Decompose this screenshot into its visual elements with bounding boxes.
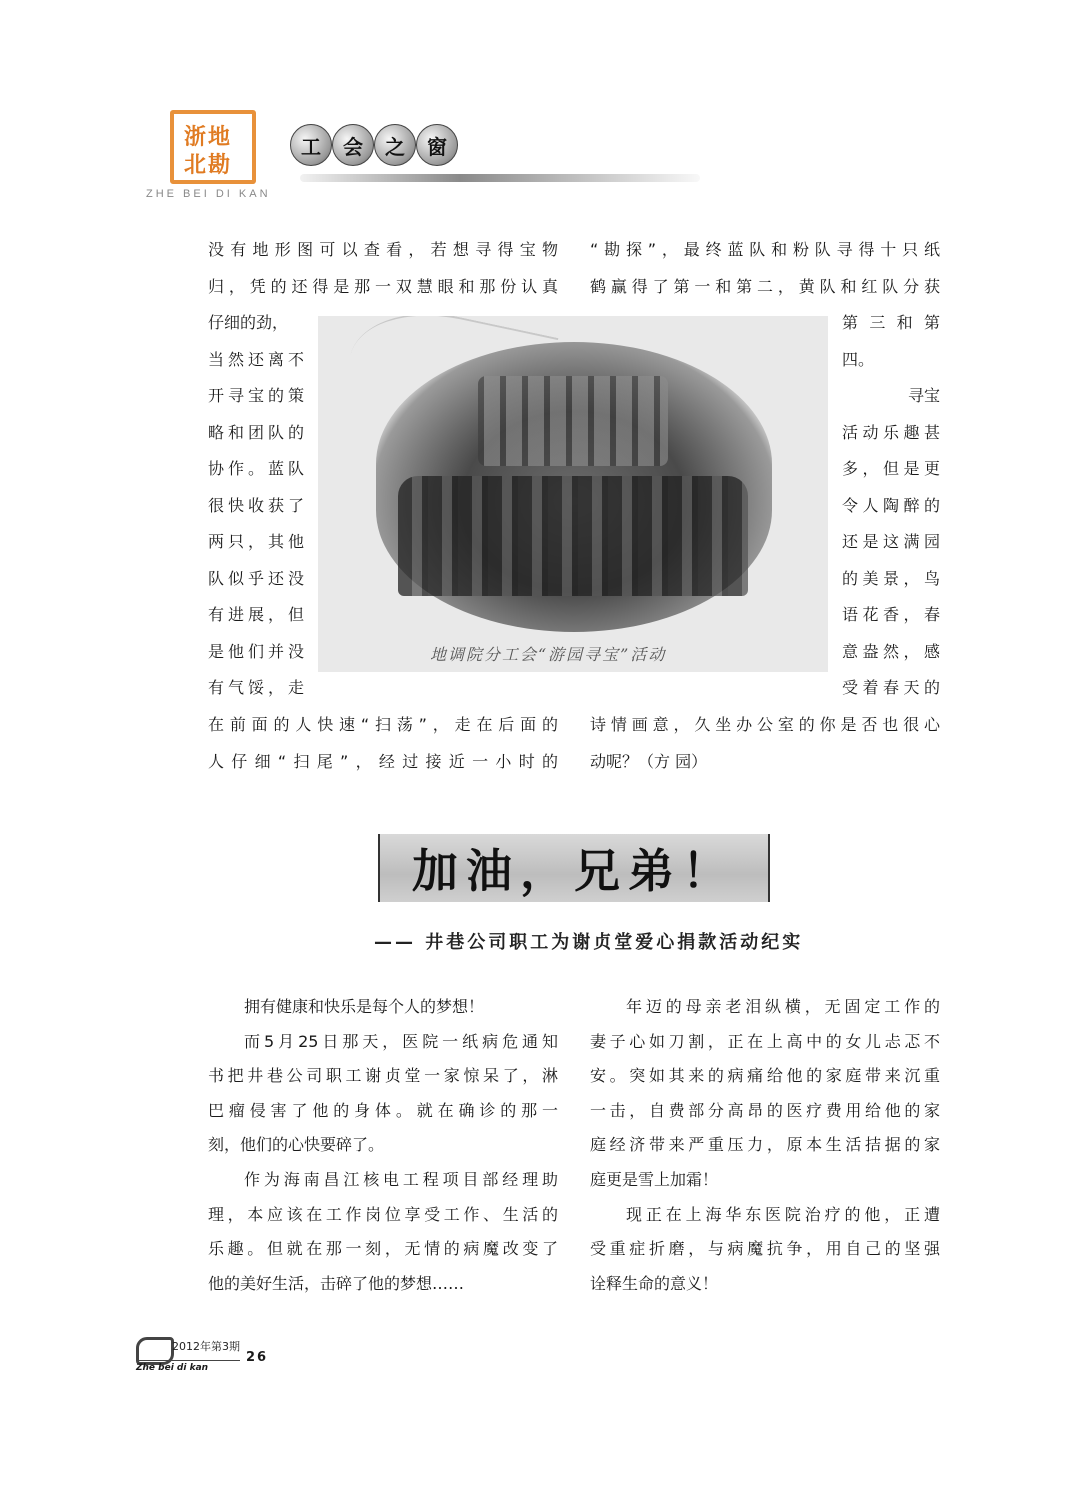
text-line: 仔细的劲， — [208, 313, 289, 332]
text-line: 妻子心如刀割，正在上高中的女儿忐忑不 — [590, 1031, 940, 1051]
text-line: 第三和第 — [842, 313, 940, 332]
logo-text-top: 浙地 — [184, 124, 233, 150]
section-char: 会 — [332, 124, 374, 166]
magazine-logo — [170, 110, 256, 184]
footer-english: Zhe bei di kan — [136, 1363, 209, 1373]
logo-text-bottom: 北勘 — [184, 152, 233, 178]
text-line: 而5月25日那天，医院一纸病危通知 — [244, 1031, 558, 1051]
text-line: 意盎然，感 — [842, 641, 940, 661]
text-line: 现正在上海华东医院治疗的他，正遭 — [626, 1204, 940, 1224]
section-title — [290, 124, 460, 166]
text-line: 队似乎还没 — [208, 568, 304, 588]
text-line: 诗情画意，久坐办公室的你是否也很心 — [590, 715, 940, 734]
header-divider — [300, 174, 700, 182]
text-line: 是他们并没 — [208, 641, 304, 661]
text-line: 他的美好生活，击碎了他的梦想…… — [208, 1273, 465, 1293]
text-line: 鹤赢得了第一和第二，黄队和红队分获 — [590, 276, 940, 296]
text-line: 有气馁，走 — [208, 678, 304, 697]
text-line: 年迈的母亲老泪纵横，无固定工作的 — [626, 997, 940, 1016]
text-line: 四。 — [842, 349, 875, 369]
article2-title-banner — [378, 834, 770, 902]
text-line: 人仔细“扫尾”，经过接近一小时的 — [208, 751, 558, 771]
logo-english: ZHE BEI DI KAN — [146, 188, 271, 200]
text-line: 没有地形图可以查看，若想寻得宝物 — [208, 240, 558, 259]
text-line: 还是这满园 — [842, 532, 940, 551]
text-line: 归，凭的还得是那一双慧眼和那份认真 — [208, 276, 558, 296]
text-line: 拥有健康和快乐是每个人的梦想！ — [244, 997, 485, 1016]
section-char: 之 — [374, 124, 416, 166]
text-line: 协作。蓝队 — [208, 459, 304, 478]
text-line: 受重症折磨，与病魔抗争，用自己的坚强 — [590, 1239, 940, 1259]
text-line: 巴瘤侵害了他的身体。就在确诊的那一 — [208, 1100, 558, 1120]
text-line: 活动乐趣甚 — [842, 422, 940, 442]
text-line: 书把井巷公司职工谢贞堂一家惊呆了，淋 — [208, 1066, 558, 1086]
text-line: 安。突如其来的病痛给他的家庭带来沉重 — [590, 1066, 940, 1086]
text-line: 略和团队的 — [208, 422, 304, 442]
text-line: 一击，自费部分高昂的医疗费用给他的家 — [590, 1100, 940, 1120]
text-line: 两只，其他 — [208, 532, 304, 551]
group-photo — [318, 316, 828, 672]
text-line: 庭经济带来严重压力，原本生活拮据的家 — [590, 1135, 940, 1155]
garden-gate — [478, 376, 668, 466]
footer-divider — [136, 1360, 240, 1361]
text-line: 语花香，春 — [842, 605, 940, 624]
article2-subtitle: —— 井巷公司职工为谢贞堂爱心捐款活动纪实 — [374, 932, 804, 953]
article2-title: 加油，兄弟！ — [412, 844, 736, 898]
text-line: 寻宝 — [907, 386, 940, 405]
text-line: 有进展，但 — [208, 605, 304, 624]
section-char: 工 — [290, 124, 332, 166]
footer-issue: 2012年第3期 — [172, 1340, 240, 1353]
photo-caption: 地调院分工会“游园寻宝”活动 — [430, 645, 667, 664]
text-line: 多，但是更 — [842, 459, 940, 478]
text-line: 开寻宝的策 — [208, 386, 304, 405]
text-line: 诠释生命的意义！ — [590, 1273, 719, 1293]
text-line: 当然还离不 — [208, 349, 304, 369]
page-number: 26 — [246, 1350, 269, 1365]
text-line: 作为海南昌江核电工程项目部经理助 — [244, 1170, 558, 1189]
text-line: 在前面的人快速“扫荡”，走在后面的 — [208, 715, 558, 734]
text-line: 的美景，鸟 — [842, 568, 940, 588]
text-line: 乐趣。但就在那一刻，无情的病魔改变了 — [208, 1239, 558, 1259]
group-of-people — [398, 476, 748, 596]
text-line: 刻，他们的心快要碎了。 — [208, 1135, 385, 1155]
text-line: 理，本应该在工作岗位享受工作、生活的 — [208, 1204, 558, 1224]
text-line: 庭更是雪上加霜！ — [590, 1170, 719, 1189]
text-line: 令人陶醉的 — [842, 495, 940, 515]
text-line: “勘探”，最终蓝队和粉队寻得十只纸 — [590, 240, 940, 259]
text-line: 受着春天的 — [842, 678, 940, 697]
section-char: 窗 — [416, 124, 458, 166]
text-line: 动呢？（方 园） — [590, 751, 708, 771]
text-line: 很快收获了 — [208, 495, 304, 515]
